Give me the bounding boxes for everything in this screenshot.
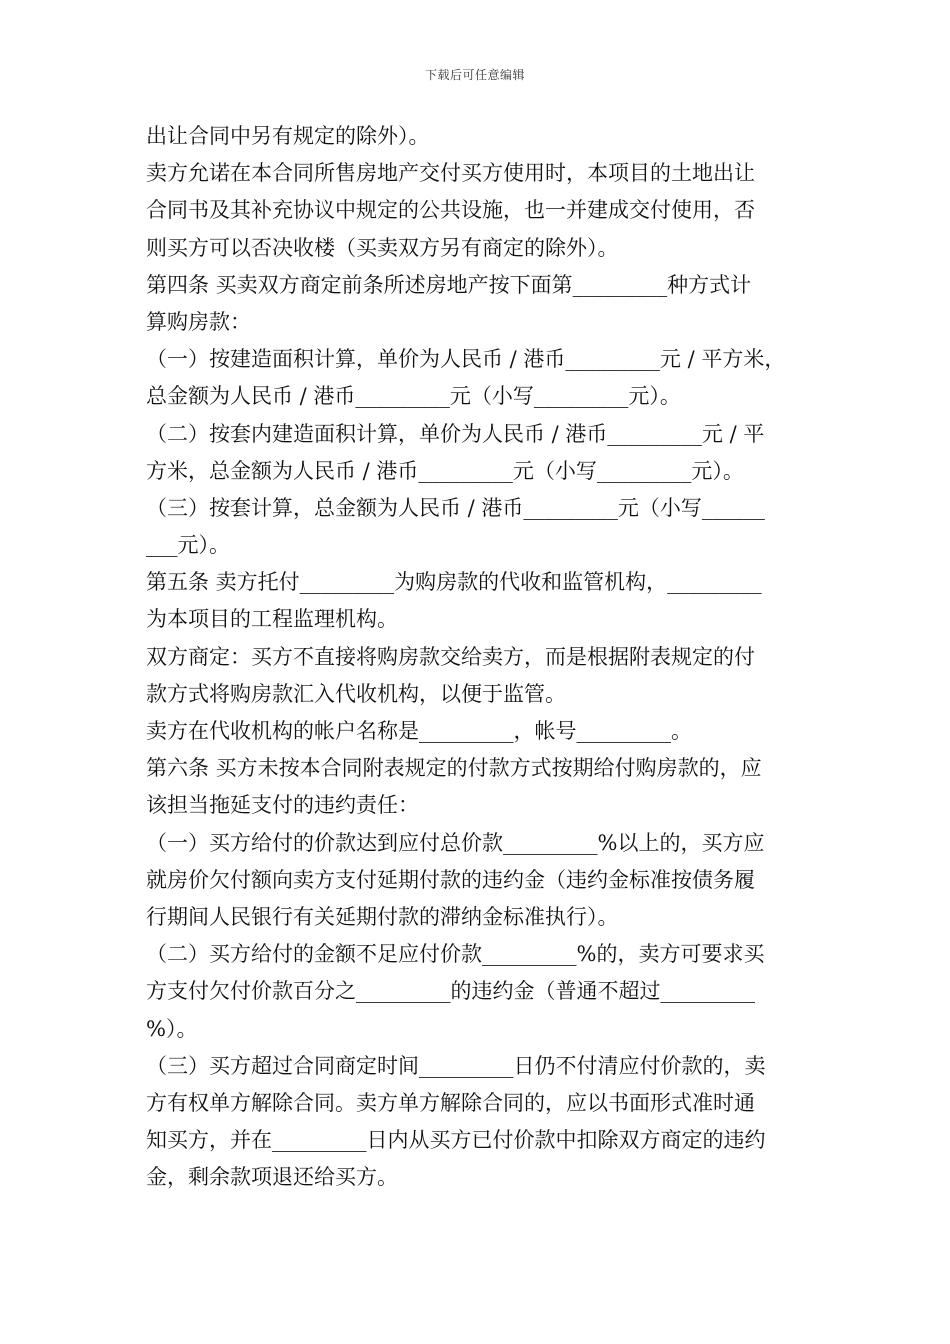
text-line: 双方商定：买方不直接将购房款交给卖方，而是根据附表规定的付 — [146, 644, 755, 669]
text-line: （一）按建造面积计算，单价为人民币 / 港币_________元 / 平方米， — [146, 347, 786, 372]
text-line: 出让合同中另有规定的除外）。 — [146, 124, 430, 148]
text-line: 为本项目的工程监理机构。 — [146, 607, 398, 632]
text-line: 款方式将购房款汇入代收机构，以便于监管。 — [146, 681, 566, 706]
text-line: 方支付欠付价款百分之_________的违约金（普通不超过_________ — [146, 979, 755, 1004]
text-line: 知买方，并在_________日内从买方已付价款中扣除双方商定的违约 — [146, 1128, 766, 1153]
text-line: 就房价欠付额向卖方支付延期付款的违约金（违约金标准按债务履 — [146, 867, 755, 892]
text-line: 行期间人民银行有关延期付款的滞纳金标准执行）。 — [146, 904, 619, 929]
text-line: （二）按套内建造面积计算，单价为人民币 / 港币_________元 / 平 — [146, 421, 765, 446]
text-line: 合同书及其补充协议中规定的公共设施，也一并建成交付使用，否 — [146, 198, 755, 223]
text-line: 卖方在代收机构的帐户名称是_________，帐号_________。 — [146, 719, 692, 743]
text-line: （二）买方给付的金额不足应付价款_________%的，卖方可要求买 — [146, 942, 765, 967]
text-line: 第六条 买方未按本合同附表规定的付款方式按期给付购房款的，应 — [146, 756, 762, 781]
text-line: （三）按套计算，总金额为人民币 / 港币_________元（小写______ — [146, 495, 765, 520]
text-line: %）。 — [146, 1016, 198, 1041]
text-line: 该担当拖延支付的违约责任： — [146, 793, 419, 818]
text-line: 总金额为人民币 / 港币_________元（小写_________元）。 — [146, 384, 681, 409]
text-line: ___元）。 — [146, 533, 230, 558]
text-line: 第五条 卖方托付_________为购房款的代收和监管机构，_________ — [146, 570, 762, 595]
document-body — [146, 118, 808, 1196]
text-line: 则买方可以否决收楼（买卖双方另有商定的除外）。 — [146, 235, 619, 260]
text-line: 第四条 买卖双方商定前条所述房地产按下面第_________种方式计 — [146, 272, 752, 297]
text-line: （一）买方给付的价款达到应付总价款_________%以上的，买方应 — [146, 830, 765, 855]
text-line: 金，剩余款项退还给买方。 — [146, 1165, 398, 1190]
text-line: 算购房款： — [146, 309, 251, 334]
text-line: 卖方允诺在本合同所售房地产交付买方使用时，本项目的土地出让 — [146, 161, 755, 186]
page-header: 下载后可任意编辑 — [424, 68, 525, 82]
text-line: 方有权单方解除合同。卖方单方解除合同的，应以书面形式准时通 — [146, 1090, 755, 1115]
text-line: （三）买方超过合同商定时间_________日仍不付清应付价款的，卖 — [146, 1053, 766, 1078]
text-line: 方米，总金额为人民币 / 港币_________元（小写_________元）。 — [146, 458, 744, 483]
